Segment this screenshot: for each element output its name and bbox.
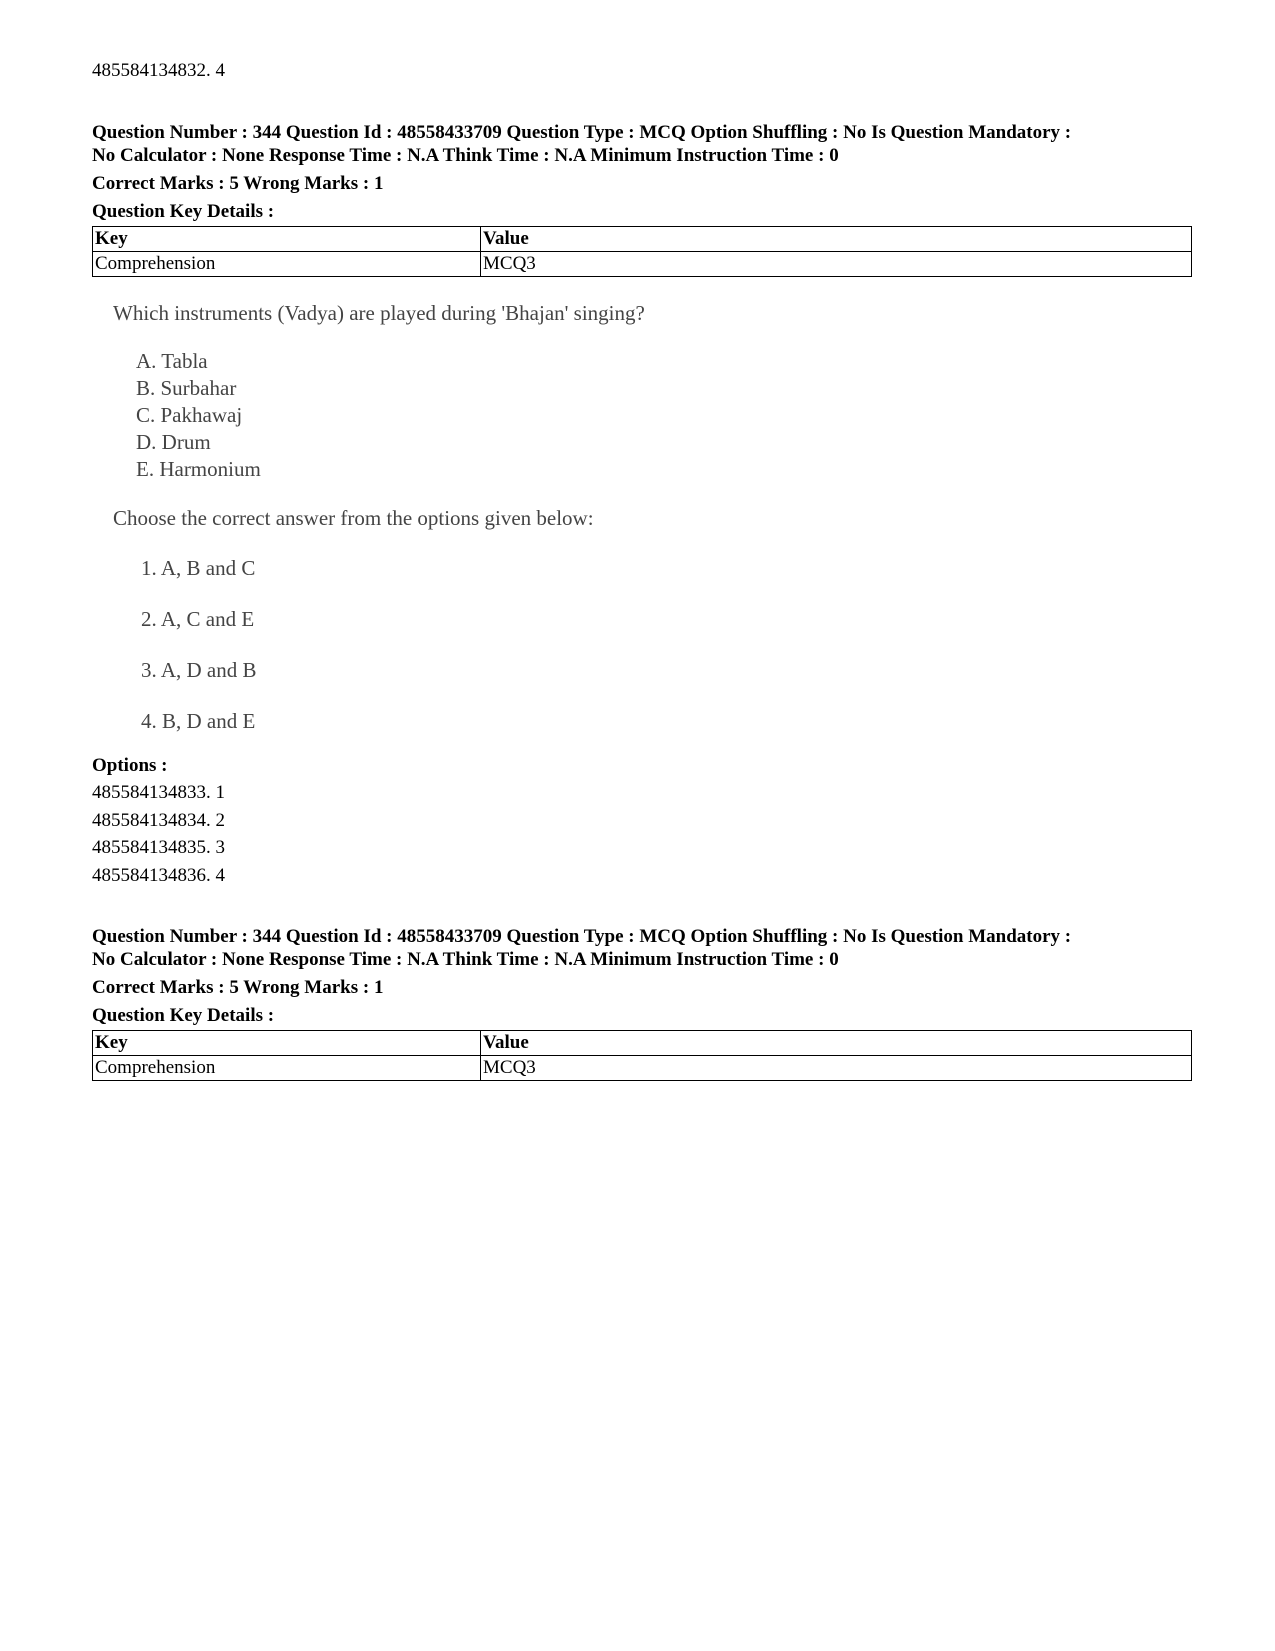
previous-option-line: 485584134832. 4: [92, 60, 225, 81]
table-cell-value: MCQ3: [481, 1056, 1192, 1081]
key-details-table: [92, 1030, 1192, 1081]
option-item: 485584134835. 3: [92, 837, 225, 858]
list-item: 3. A, D and B: [141, 658, 257, 682]
table-header-key: Key: [93, 1031, 481, 1056]
list-item: B. Surbahar: [136, 376, 237, 400]
marks-line: Correct Marks : 5 Wrong Marks : 1: [92, 977, 384, 998]
list-item: A. Tabla: [136, 349, 208, 373]
table-cell-key: Comprehension: [93, 252, 481, 277]
list-item: 1. A, B and C: [141, 556, 256, 580]
table-cell-key: Comprehension: [93, 1056, 481, 1081]
table-header-value: Value: [481, 227, 1192, 252]
question-meta-line-1: Question Number : 344 Question Id : 48558433709 Question Type : MCQ Option Shuffling : No Is Question Mandatory :: [92, 926, 1072, 947]
question-block-1: [92, 121, 1192, 277]
question-meta-line-2: No Calculator : None Response Time : N.A Think Time : N.A Minimum Instruction Time : 0: [92, 949, 839, 970]
list-item: D. Drum: [136, 430, 211, 454]
option-item: 485584134833. 1: [92, 782, 225, 803]
option-item: 485584134836. 4: [92, 864, 225, 886]
key-details-label: Question Key Details :: [92, 201, 275, 222]
key-details-table: [92, 226, 1192, 277]
question-meta-line-2: No Calculator : None Response Time : N.A Think Time : N.A Minimum Instruction Time : 0: [92, 145, 839, 166]
options-label: Options :: [92, 755, 168, 776]
question-meta-line-1: Question Number : 344 Question Id : 48558433709 Question Type : MCQ Option Shuffling : No Is Question Mandatory :: [92, 122, 1072, 143]
table-header-key: Key: [93, 227, 481, 252]
list-item: 2. A, C and E: [141, 607, 255, 631]
key-details-label: Question Key Details :: [92, 1005, 275, 1026]
question-image: [92, 300, 792, 759]
list-item: 4. B, D and E: [141, 709, 256, 733]
answer-choices: [141, 555, 792, 759]
question-text: Which instruments (Vadya) are played during 'Bhajan' singing?: [113, 301, 645, 325]
table-row: [93, 1056, 1192, 1081]
table-header-row: [93, 1031, 1192, 1056]
options-section: [92, 752, 225, 889]
table-header-row: [93, 227, 1192, 252]
table-cell-value: MCQ3: [481, 252, 1192, 277]
table-row: [93, 252, 1192, 277]
option-item: 485584134834. 2: [92, 809, 225, 831]
list-item: C. Pakhawaj: [136, 403, 243, 427]
answer-instruction: Choose the correct answer from the options given below:: [113, 506, 594, 530]
list-item: E. Harmonium: [136, 457, 261, 481]
question-block-2: [92, 925, 1192, 1081]
instrument-choices: [136, 348, 792, 483]
marks-line: Correct Marks : 5 Wrong Marks : 1: [92, 173, 384, 194]
table-header-value: Value: [481, 1031, 1192, 1056]
